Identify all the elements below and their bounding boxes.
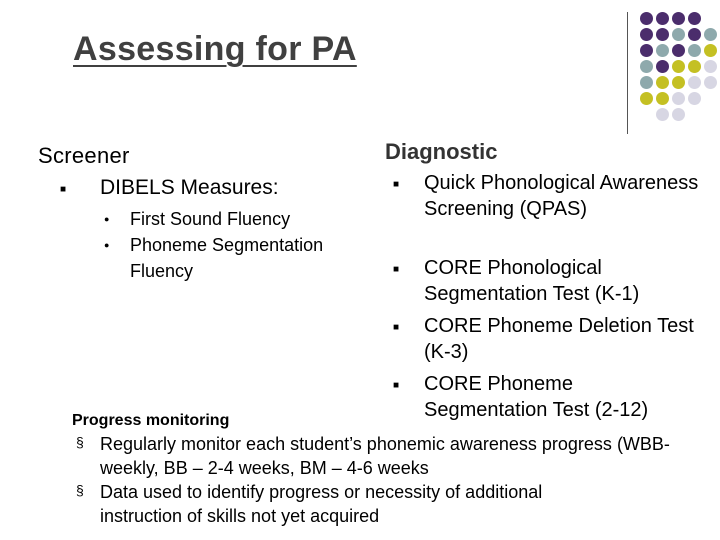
- decorative-dot-grid: [0, 0, 720, 140]
- square-bullet-icon: ■: [393, 264, 400, 275]
- decorative-dot: [672, 60, 685, 73]
- decorative-dot: [656, 108, 669, 121]
- round-bullet-icon: ●: [104, 214, 110, 224]
- decorative-dot: [688, 92, 701, 105]
- decorative-dot: [656, 92, 669, 105]
- decorative-dot: [656, 76, 669, 89]
- decorative-dot: [704, 44, 717, 57]
- decorative-dot: [688, 12, 701, 25]
- decorative-dot: [640, 12, 653, 25]
- round-bullet-icon: ●: [104, 240, 110, 250]
- decorative-dot: [640, 60, 653, 73]
- square-bullet-icon: ■: [60, 184, 67, 195]
- diagnostic-item: CORE Phoneme Deletion Test (K-3): [424, 315, 694, 363]
- progress-item: Data used to identify progress or necessity of additional instruction of skills not yet acquired: [100, 482, 543, 526]
- decorative-dot: [672, 44, 685, 57]
- diagnostic-item: CORE Phoneme Segmentation Test (2-12): [424, 373, 649, 421]
- progress-item: Regularly monitor each student’s phonemic awareness progress (WBB-weekly, BB – 2-4 weeks, BM – 4-6 weeks: [100, 434, 670, 478]
- square-bullet-icon: ■: [393, 179, 400, 190]
- square-bullet-icon: ■: [393, 322, 400, 333]
- diagnostic-item: CORE Phonological Segmentation Test (K-1): [424, 257, 640, 305]
- square-bullet-icon: §: [76, 482, 84, 498]
- decorative-dot: [672, 92, 685, 105]
- decorative-dot: [672, 76, 685, 89]
- diagnostic-heading: Diagnostic: [385, 139, 498, 164]
- decorative-dot: [704, 28, 717, 41]
- decorative-dot: [640, 28, 653, 41]
- decorative-dot: [640, 76, 653, 89]
- decorative-dot: [704, 60, 717, 73]
- progress-heading: Progress monitoring: [72, 412, 230, 429]
- decorative-dot: [688, 28, 701, 41]
- decorative-dot: [704, 76, 717, 89]
- decorative-dot: [672, 28, 685, 41]
- decorative-dot: [656, 44, 669, 57]
- square-bullet-icon: ■: [393, 380, 400, 391]
- decorative-dot: [640, 44, 653, 57]
- decorative-dot: [672, 12, 685, 25]
- screener-heading: Screener: [38, 143, 130, 168]
- decorative-dot: [672, 108, 685, 121]
- decorative-dot: [688, 44, 701, 57]
- decorative-dot: [688, 60, 701, 73]
- diagnostic-item: Quick Phonological Awareness Screening (QPAS): [424, 172, 699, 220]
- dibels-label: DIBELS Measures:: [100, 176, 279, 199]
- measure-item: First Sound Fluency: [130, 209, 291, 229]
- decorative-dot: [688, 76, 701, 89]
- slide-title: Assessing for PA: [73, 30, 357, 68]
- measure-item: Phoneme Segmentation Fluency: [130, 235, 324, 281]
- square-bullet-icon: §: [76, 434, 84, 450]
- decorative-dot: [656, 12, 669, 25]
- decorative-dot: [656, 28, 669, 41]
- decorative-dot: [656, 60, 669, 73]
- decorative-dot: [640, 92, 653, 105]
